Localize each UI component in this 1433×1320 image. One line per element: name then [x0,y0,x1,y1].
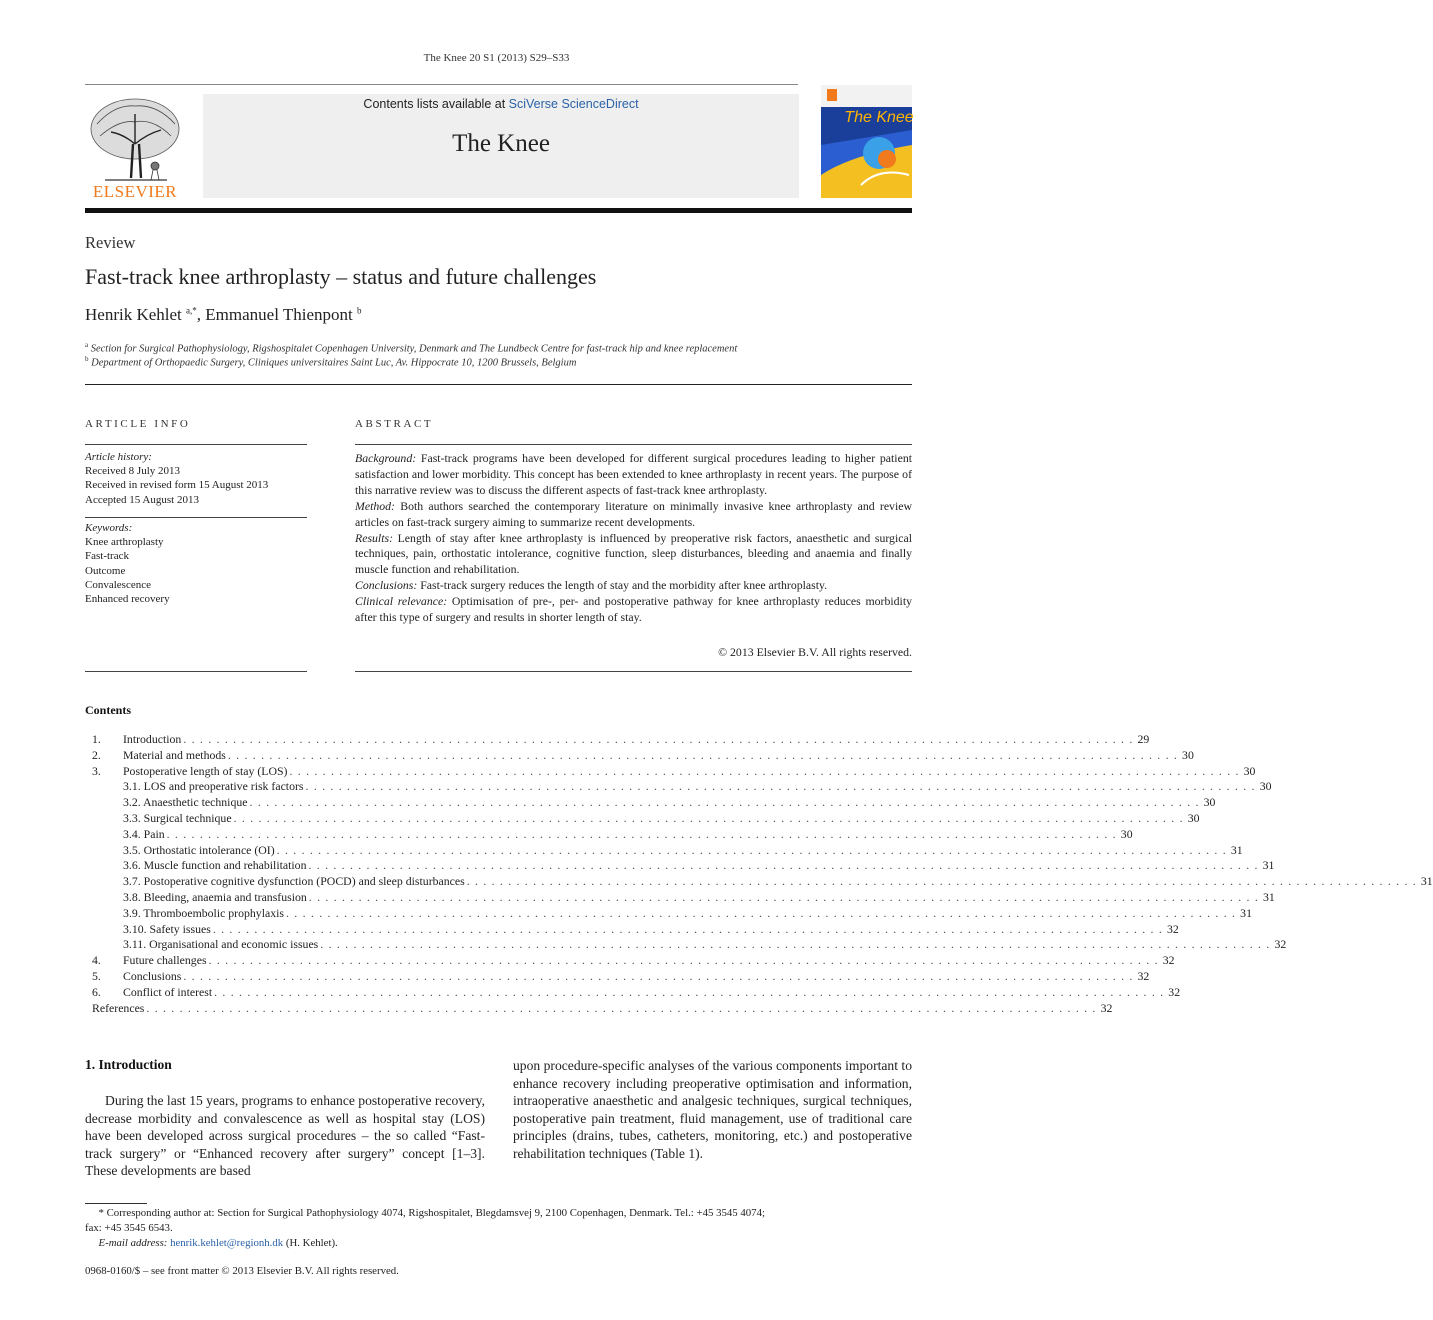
toc-entry[interactable] [92,937,1287,953]
toc-entry-label[interactable]: Postoperative length of stay (LOS) [123,763,288,778]
abstract-text: Length of stay after knee arthroplasty is influenced by preoperative risk factors, anaesthetic and surgical techniques, pain, orthostatic intolerance, cognitive function, sleep disturbances, bleeding and anaemia and finally muscle function and rehabilitation. [355,530,912,577]
sciencedirect-link[interactable]: SciVerse ScienceDirect [508,97,639,111]
toc-entry[interactable] [92,826,1133,843]
toc-entry-page: 29 [1137,732,1150,746]
toc-entry[interactable] [92,858,1275,874]
author-separator: , [196,305,206,324]
toc-entry-page: 31 [1230,842,1243,857]
toc-entry-page: 32 [1100,1000,1113,1015]
info-rule [85,671,307,672]
contents-availability [203,97,799,111]
email-label: E-mail address: [98,1237,168,1249]
keyword: Knee arthroplasty [85,536,164,549]
contents-prefix: Contents lists available at [363,97,509,111]
toc-leader-dots: . . . . . . . . . . . . . . . . . . . . . . . . . . . . . . . . . . . . . . . . . . . . . . . . . . . . . . . . . . . . . . . . . . . . . . . . . . . . . . . . . . . . . . . . . . . . . . . . . . . . . . . . . . . . . . . . . . . [286,905,1237,920]
toc-leader-dots: . . . . . . . . . . . . . . . . . . . . . . . . . . . . . . . . . . . . . . . . . . . . . . . . . . . . . . . . . . . . . . . . . . . . . . . . . . . . . . . . . . . . . . . . . . . . . . . . . . . . . . . . . . . . . . . . . . . [146,1000,1097,1015]
toc-entry-page: 32 [1162,953,1175,968]
accepted-date: Accepted 15 August 2013 [85,493,199,506]
footnote-corresponding: Corresponding author at: Section for Surgical Pathophysiology 4074, Rigshospitalet, Blegdamsvej 9, 2100 Copenhagen, Denmark. Tel.: +45 3545 4074; [103,1207,765,1219]
toc-entry-label[interactable]: 3.4. Pain [123,826,165,841]
toc-entry-label[interactable]: Conclusions [123,968,182,983]
issn-line: 0968-0160/$ – see front matter © 2013 Elsevier B.V. All rights reserved. [85,1265,399,1277]
abstract-rule [355,671,912,672]
keyword: Outcome [85,564,126,577]
cover-image-icon [821,85,912,198]
toc-entry[interactable] [92,889,1275,906]
abstract-label: Clinical relevance: [355,594,448,609]
toc-entry-label[interactable]: Material and methods [123,747,226,762]
toc-entry[interactable] [92,1000,1113,1017]
toc-entry-label[interactable]: 3.7. Postoperative cognitive dysfunction (POCD) and sleep disturbances [123,874,465,889]
toc-entry-number: 2. [92,747,101,762]
toc-leader-dots: . . . . . . . . . . . . . . . . . . . . . . . . . . . . . . . . . . . . . . . . . . . . . . . . . . . . . . . . . . . . . . . . . . . . . . . . . . . . . . . . . . . . . . . . . . . . . . . . . . . . . . . . . . . . . . . . . . . [276,842,1227,857]
toc-entry[interactable] [92,732,1150,748]
toc-entry-label[interactable]: Introduction [123,732,182,746]
affiliation-b [85,355,576,369]
keyword: Fast-track [85,550,129,563]
toc-entry-page: 32 [1274,937,1287,952]
toc-leader-dots: . . . . . . . . . . . . . . . . . . . . . . . . . . . . . . . . . . . . . . . . . . . . . . . . . . . . . . . . . . . . . . . . . . . . . . . . . . . . . . . . . . . . . . . . . . . . . . . . . . . . . . . . . . . . . . . . . . . [233,810,1184,825]
affiliation-a [85,341,737,355]
toc-entry[interactable] [92,874,1433,890]
toc-entry-page: 31 [1262,889,1275,904]
abstract-text: Optimisation of pre-, per- and postoperative pathway for knee arthroplasty reduces morbidity after this type of surgery and results in shorter length of stay. [355,594,912,625]
toc-entry[interactable] [92,921,1179,938]
table-of-contents [92,732,1433,1016]
footnote-line [85,1206,912,1221]
revised-date: Received in revised form 15 August 2013 [85,479,269,492]
toc-leader-dots: . . . . . . . . . . . . . . . . . . . . . . . . . . . . . . . . . . . . . . . . . . . . . . . . . . . . . . . . . . . . . . . . . . . . . . . . . . . . . . . . . . . . . . . . . . . . . . . . . . . . . . . . . . . . . . . . . . . [183,732,1134,746]
toc-entry-number: 5. [92,968,101,983]
article-section-type: Review [85,233,136,252]
toc-entry-label[interactable]: 3.8. Bleeding, anaemia and transfusion [123,889,307,904]
affil-marker: b [85,355,89,363]
toc-entry-number: 4. [92,953,101,968]
toc-leader-dots: . . . . . . . . . . . . . . . . . . . . . . . . . . . . . . . . . . . . . . . . . . . . . . . . . . . . . . . . . . . . . . . . . . . . . . . . . . . . . . . . . . . . . . . . . . . . . . . . . . . . . . . . . . . . . . . . . . . [289,763,1240,778]
history-label: Article history: [85,451,152,463]
toc-entry-label[interactable]: 3.5. Orthostatic intolerance (OI) [123,842,275,857]
toc-entry-label[interactable]: References [92,1000,145,1015]
toc-entry-page: 31 [1420,874,1433,889]
article-title: Fast-track knee arthroplasty – status and future challenges [85,264,597,289]
toc-entry-page: 32 [1168,984,1181,999]
toc-entry[interactable] [92,779,1272,795]
toc-entry-page: 30 [1120,826,1133,841]
toc-entry-number: 3. [92,763,101,778]
toc-entry-label[interactable]: Future challenges [123,953,207,968]
toc-leader-dots: . . . . . . . . . . . . . . . . . . . . . . . . . . . . . . . . . . . . . . . . . . . . . . . . . . . . . . . . . . . . . . . . . . . . . . . . . . . . . . . . . . . . . . . . . . . . . . . . . . . . . . . . . . . . . . . . . . . [249,795,1200,810]
affiliation-rule [85,384,912,385]
journal-cover [821,85,912,198]
toc-leader-dots: . . . . . . . . . . . . . . . . . . . . . . . . . . . . . . . . . . . . . . . . . . . . . . . . . . . . . . . . . . . . . . . . . . . . . . . . . . . . . . . . . . . . . . . . . . . . . . . . . . . . . . . . . . . . . . . . . . . [305,779,1256,794]
toc-entry[interactable] [92,953,1175,969]
contents-heading: Contents [85,703,132,717]
header-thick-rule [85,208,912,213]
toc-entry[interactable] [92,747,1194,764]
toc-entry[interactable] [92,905,1252,922]
abstract-copyright: © 2013 Elsevier B.V. All rights reserved. [718,645,912,659]
toc-entry[interactable] [92,984,1181,1001]
toc-leader-dots: . . . . . . . . . . . . . . . . . . . . . . . . . . . . . . . . . . . . . . . . . . . . . . . . . . . . . . . . . . . . . . . . . . . . . . . . . . . . . . . . . . . . . . . . . . . . . . . . . . . . . . . . . . . . . . . . . . . [166,826,1117,841]
toc-entry-page: 30 [1203,795,1216,810]
abstract-text: Both authors searched the contemporary literature on minimally invasive knee arthroplasty and review articles on fast-track surgery aiming to summarize recent developments. [355,498,912,529]
toc-leader-dots: . . . . . . . . . . . . . . . . . . . . . . . . . . . . . . . . . . . . . . . . . . . . . . . . . . . . . . . . . . . . . . . . . . . . . . . . . . . . . . . . . . . . . . . . . . . . . . . . . . . . . . . . . . . . . . . . . . . [308,889,1259,904]
toc-entry-page: 32 [1167,921,1179,936]
elsevier-tree-icon [85,94,185,200]
toc-entry-page: 31 [1240,905,1252,920]
abstract-text: Fast-track programs have been developed for different surgical procedures leading to higher patient satisfaction and lower morbidity. This concept has been extended to knee arthroplasty in recent years. The purpose of this narrative review was to discuss the different aspects of fast-track knee arthroplasty. [355,451,912,497]
abstract-label: Conclusions: [355,578,418,593]
author-affil-marker[interactable]: a,* [186,305,197,316]
toc-entry-page: 30 [1259,779,1272,794]
cover-title: The Knee [844,109,914,126]
toc-entry-label[interactable]: 3.3. Surgical technique [123,810,232,825]
affil-marker: a [85,341,89,349]
toc-entry-page: 31 [1262,858,1275,873]
toc-leader-dots: . . . . . . . . . . . . . . . . . . . . . . . . . . . . . . . . . . . . . . . . . . . . . . . . . . . . . . . . . . . . . . . . . . . . . . . . . . . . . . . . . . . . . . . . . . . . . . . . . . . . . . . . . . . . . . . . . . . [227,747,1179,762]
abstract-results [355,531,912,579]
keywords-block [85,521,170,606]
email-suffix: (H. Kehlet). [283,1237,338,1249]
toc-entry-page: 32 [1137,968,1150,983]
footnote-star: * [98,1207,104,1219]
toc-entry[interactable] [92,763,1256,780]
abstract-clinical [355,594,912,626]
author-name[interactable]: Emmanuel Thienpont [205,305,353,324]
toc-entry-number: 1. [92,732,101,746]
abstract-body [355,451,912,626]
keyword: Enhanced recovery [85,593,170,606]
toc-leader-dots: . . . . . . . . . . . . . . . . . . . . . . . . . . . . . . . . . . . . . . . . . . . . . . . . . . . . . . . . . . . . . . . . . . . . . . . . . . . . . . . . . . . . . . . . . . . . . . . . . . . . . . . . . . . . . . . . . . . [208,953,1159,968]
journal-title: The Knee [452,130,550,157]
affiliation-text: Department of Orthopaedic Surgery, Cliniques universitaires Saint Luc, Av. Hippocrate 10, 1200 Brussels, Belgium [91,357,577,369]
toc-entry-page: 30 [1187,810,1200,825]
intro-paragraph-right: upon procedure-specific analyses of the various components important to enhance recovery including preoperative optimisation and information, intraoperative anaesthetic and analgesic techniques, surgical techniques, postoperative pain treatment, fluid management, use of traditional care principles (drains, tubes, catheters, monitoring, etc.) and postoperative rehabilitation techniques (Table 1). [513,1058,912,1161]
header-rule [85,84,798,85]
toc-entry[interactable] [92,795,1216,811]
toc-entry-page: 30 [1243,763,1256,778]
abstract-label: Background: [355,451,417,465]
abstract-background [355,451,912,499]
elsevier-wordmark: ELSEVIER [92,182,178,201]
article-info-heading: ARTICLE INFO [85,418,191,430]
toc-leader-dots: . . . . . . . . . . . . . . . . . . . . . . . . . . . . . . . . . . . . . . . . . . . . . . . . . . . . . . . . . . . . . . . . . . . . . . . . . . . . . . . . . . . . . . . . . . . . . . . . . . . . . . . . . . . . . . . . . . . [320,937,1271,952]
section-heading-introduction: 1. Introduction [85,1057,172,1072]
toc-leader-dots: . . . . . . . . . . . . . . . . . . . . . . . . . . . . . . . . . . . . . . . . . . . . . . . . . . . . . . . . . . . . . . . . . . . . . . . . . . . . . . . . . . . . . . . . . . . . . . . . . . . . . . . . . . . . . . . . . . . [212,921,1163,936]
intro-paragraph-left: During the last 15 years, programs to enhance postoperative recovery, decrease morbidity and convalescence as well as hospital stay (LOS) have been developed across surgical procedures – the so called “Fast-track surgery” or “Enhanced recovery after surgery” concept [1–3]. These developments are based [85,1093,485,1179]
toc-leader-dots: . . . . . . . . . . . . . . . . . . . . . . . . . . . . . . . . . . . . . . . . . . . . . . . . . . . . . . . . . . . . . . . . . . . . . . . . . . . . . . . . . . . . . . . . . . . . . . . . . . . . . . . . . . . . . . . . . . . [308,858,1259,873]
info-rule [85,444,307,445]
toc-entry-label[interactable]: 3.10. Safety issues [123,921,211,936]
toc-entry[interactable] [92,842,1243,859]
toc-entry[interactable] [92,810,1200,827]
toc-leader-dots: . . . . . . . . . . . . . . . . . . . . . . . . . . . . . . . . . . . . . . . . . . . . . . . . . . . . . . . . . . . . . . . . . . . . . . . . . . . . . . . . . . . . . . . . . . . . . . . . . . . . . . . . . . . . . . . . . . . [466,874,1417,889]
email-link[interactable]: henrik.kehlet@regionh.dk [170,1237,284,1249]
author-name[interactable]: Henrik Kehlet [85,305,182,324]
received-date: Received 8 July 2013 [85,465,181,478]
keywords-label: Keywords: [85,522,133,534]
toc-entry-label[interactable]: 3.9. Thromboembolic prophylaxis [123,905,284,920]
toc-entry-label[interactable]: 3.1. LOS and preoperative risk factors [123,779,304,794]
elsevier-logo [85,94,185,200]
toc-entry-number: 6. [92,984,101,999]
toc-entry-label[interactable]: 3.6. Muscle function and rehabilitation [123,858,307,873]
author-list [85,305,362,325]
journal-citation: The Knee 20 S1 (2013) S29–S33 [423,52,570,64]
author-affil-marker[interactable]: b [357,305,362,316]
abstract-text: Fast-track surgery reduces the length of stay and the morbidity after knee arthroplasty. [417,578,828,593]
article-history [85,450,268,507]
footnote-email-line [85,1236,912,1251]
footnote-rule [85,1203,147,1204]
toc-leader-dots: . . . . . . . . . . . . . . . . . . . . . . . . . . . . . . . . . . . . . . . . . . . . . . . . . . . . . . . . . . . . . . . . . . . . . . . . . . . . . . . . . . . . . . . . . . . . . . . . . . . . . . . . . . . . . . . . . . . [183,968,1134,983]
abstract-label: Results: [355,530,394,545]
toc-entry-page: 30 [1182,747,1194,762]
abstract-rule [355,444,912,445]
toc-entry[interactable] [92,968,1150,985]
abstract-label: Method: [355,498,395,513]
abstract-conclusions [355,578,912,594]
abstract-heading: ABSTRACT [355,418,434,430]
toc-leader-dots: . . . . . . . . . . . . . . . . . . . . . . . . . . . . . . . . . . . . . . . . . . . . . . . . . . . . . . . . . . . . . . . . . . . . . . . . . . . . . . . . . . . . . . . . . . . . . . . . . . . . . . . . . . . . . . . . . . . [214,984,1165,999]
toc-entry-label[interactable]: 3.2. Anaesthetic technique [123,795,248,810]
footnote-fax: fax: +45 3545 6543. [85,1222,173,1234]
keyword: Convalescence [85,578,151,591]
abstract-method [355,499,912,531]
corresponding-author-footnote [85,1206,912,1251]
toc-entry-label[interactable]: Conflict of interest [123,984,213,999]
affiliation-text: Section for Surgical Pathophysiology, Rigshospitalet Copenhagen University, Denmark and The Lundbeck Centre for fast-track hip and knee replacement [90,343,738,355]
toc-entry-label[interactable]: 3.11. Organisational and economic issues [123,937,319,952]
info-rule [85,517,307,518]
